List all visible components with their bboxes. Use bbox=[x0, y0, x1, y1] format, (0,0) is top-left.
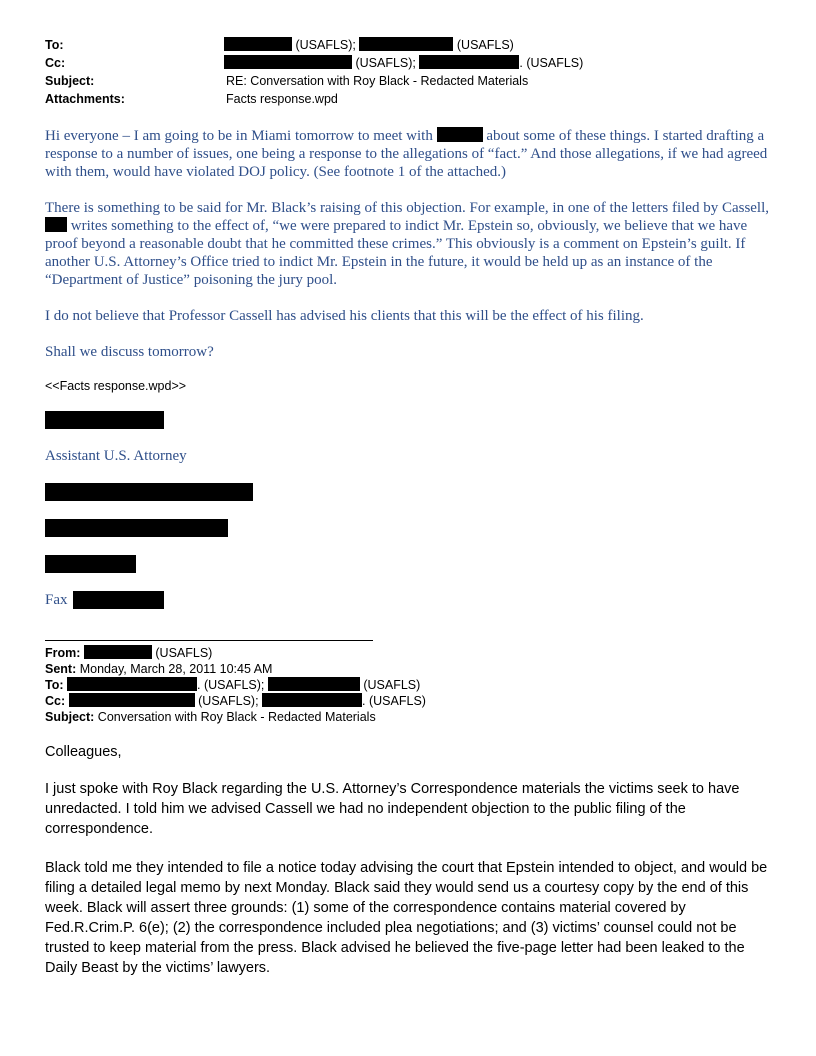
header-to-row bbox=[45, 36, 64, 54]
forward-divider bbox=[45, 640, 373, 641]
original-greeting: Colleagues, bbox=[45, 744, 122, 760]
redaction-block bbox=[268, 677, 360, 691]
header-to-label: To: bbox=[45, 38, 64, 52]
header-cc-value bbox=[224, 54, 583, 72]
redaction-block bbox=[359, 37, 453, 51]
redaction-block bbox=[84, 645, 152, 659]
signature-title: Assistant U.S. Attorney bbox=[45, 448, 187, 464]
forward-subject-label: Subject: bbox=[45, 710, 95, 724]
forward-from-row bbox=[45, 645, 212, 661]
reply-p2-start: There is something to be said for Mr. Black’s raising of this objection. For example, in one of the letters filed by Cassell, bbox=[45, 200, 770, 216]
forward-cc-part-1: (USAFLS); bbox=[198, 694, 259, 708]
header-cc-label: Cc: bbox=[45, 56, 66, 70]
redaction-block bbox=[262, 693, 362, 707]
header-cc-row bbox=[45, 54, 65, 72]
redaction-block bbox=[419, 55, 519, 69]
forward-sent-row bbox=[45, 661, 272, 677]
header-attachments-label: Attachments: bbox=[45, 92, 125, 106]
reply-paragraph-4: Shall we discuss tomorrow? bbox=[45, 344, 214, 360]
forward-to-part-1: . (USAFLS); bbox=[197, 678, 265, 692]
redaction-block bbox=[69, 693, 195, 707]
reply-p1-start: Hi everyone – I am going to be in Miami tomorrow to meet with bbox=[45, 128, 433, 144]
header-cc-part-1: (USAFLS); bbox=[355, 56, 416, 70]
redaction-block bbox=[67, 677, 197, 691]
redaction-block bbox=[224, 37, 292, 51]
redacted-fax-number bbox=[73, 591, 164, 609]
header-attachments-row bbox=[45, 90, 125, 108]
header-subject-value: RE: Conversation with Roy Black - Redacted Materials bbox=[226, 74, 529, 88]
forward-cc-label: Cc: bbox=[45, 694, 66, 708]
header-attachments-value: Facts response.wpd bbox=[226, 92, 338, 106]
redaction-block bbox=[224, 55, 352, 69]
original-paragraph-2: Black told me they intended to file a notice today advising the court that Epstein intended to object, and would be filing a detailed legal memo by next Monday. Black said they would send us a courtesy copy by the end of this week. Black will assert three grounds: (1) some of the correspondence contains material covered by Fed.R.Crim.P. 6(e); (2) the correspondence included plea negotiations; and (3) victims’ counsel could not be trusted to keep material from the press. Black advised he believed the five-page letter had been leaked to the Daily Beast by the victims’ lawyers. bbox=[45, 860, 768, 976]
header-to-part-2: (USAFLS) bbox=[456, 38, 514, 52]
reply-p2-end: writes something to the effect of, “we were prepared to indict Mr. Epstein so, obviously, we believe that we have proof beyond a reasonable doubt that he committed these crimes.” This obviously is a comment on Epstein’s guilt. If another U.S. Attorney’s Office tried to indict Mr. Epstein in the future, it would be held up as an instance of the “Department of Justice” poisoning the jury pool. bbox=[45, 218, 748, 288]
forward-subject-row bbox=[45, 709, 376, 725]
reply-paragraph-1 bbox=[45, 127, 775, 181]
redacted-signature-line bbox=[45, 483, 253, 501]
redacted-signature-line bbox=[45, 555, 136, 573]
forward-to-part-2: (USAFLS) bbox=[363, 678, 421, 692]
reply-p1-end: about some of these things. I started drafting a response to a number of issues, one being a response to the allegations of “fact.” And those allegations, if we had agreed with them, would have violated DOJ policy. (See footnote 1 of the attached.) bbox=[45, 128, 768, 180]
forward-cc-part-2: . (USAFLS) bbox=[362, 694, 426, 708]
original-paragraph-1: I just spoke with Roy Black regarding the U.S. Attorney’s Correspondence materials the victims seek to have unredacted. I told him we advised Cassell we had no independent objection to the public filing of the correspondence. bbox=[45, 781, 740, 837]
forward-to-row bbox=[45, 677, 420, 693]
redacted-signature-line bbox=[45, 519, 228, 537]
signature-fax bbox=[45, 592, 68, 609]
forward-sent-label: Sent: bbox=[45, 662, 77, 676]
forward-cc-row bbox=[45, 693, 426, 709]
forward-to-label: To: bbox=[45, 678, 64, 692]
forward-from-label: From: bbox=[45, 646, 81, 660]
header-to-part-1: (USAFLS); bbox=[295, 38, 356, 52]
header-subject-label: Subject: bbox=[45, 74, 95, 88]
header-subject-row bbox=[45, 72, 94, 90]
header-cc-part-2: . (USAFLS) bbox=[519, 56, 584, 70]
reply-paragraph-2 bbox=[45, 199, 775, 289]
redacted-signature-name bbox=[45, 411, 164, 429]
forward-from-value: (USAFLS) bbox=[155, 646, 213, 660]
attachment-reference: <<Facts response.wpd>> bbox=[45, 379, 187, 393]
fax-label: Fax bbox=[45, 592, 68, 608]
forward-subject-value: Conversation with Roy Black - Redacted Materials bbox=[97, 710, 376, 724]
reply-paragraph-3: I do not believe that Professor Cassell has advised his clients that this will be the effect of his filing. bbox=[45, 308, 644, 324]
redaction-block bbox=[45, 217, 67, 232]
forward-sent-value: Monday, March 28, 2011 10:45 AM bbox=[79, 662, 273, 676]
header-to-value bbox=[224, 36, 514, 54]
redaction-block bbox=[437, 127, 483, 142]
